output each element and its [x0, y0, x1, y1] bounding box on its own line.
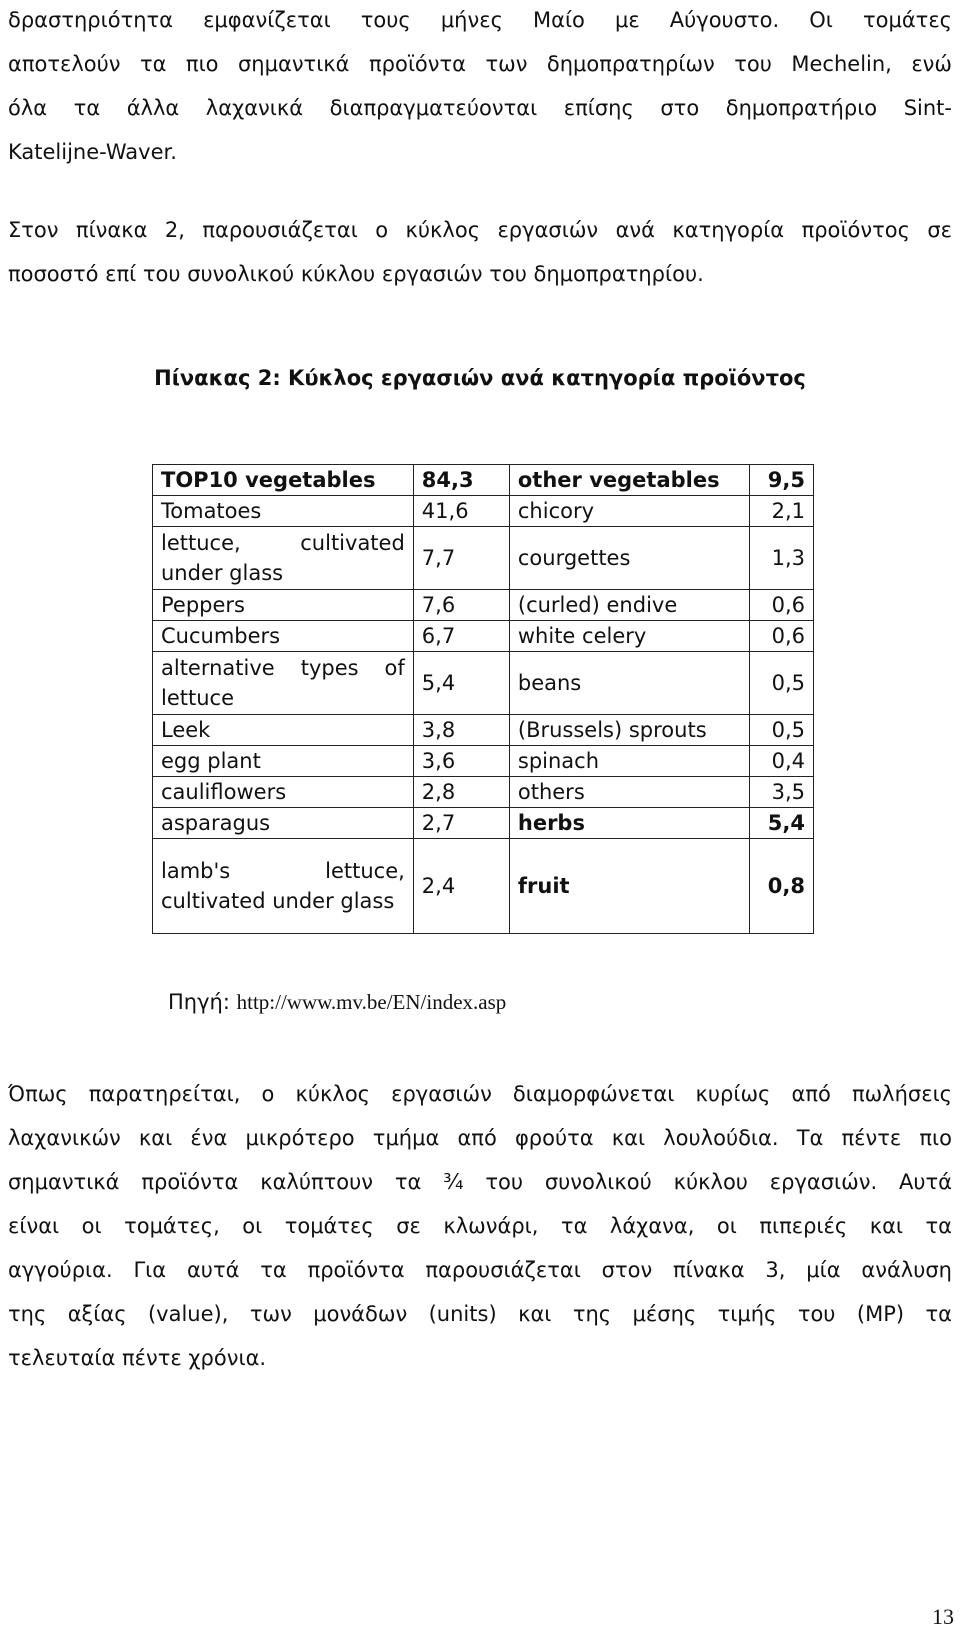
product-name: chicory [509, 496, 749, 527]
text-line: αποτελούν τα πιο σημαντικά προϊόντα των δημοπρατηρίων του Mechelin, ενώ [8, 52, 952, 76]
product-value: 2,1 [749, 496, 813, 527]
product-name: asparagus [153, 808, 414, 839]
product-value: 9,5 [749, 465, 813, 496]
source-note [168, 990, 506, 1015]
product-name: lamb's lettuce, cultivated under glass [153, 839, 414, 934]
table-row [153, 746, 814, 777]
product-name: others [509, 777, 749, 808]
product-name: (Brussels) sprouts [509, 715, 749, 746]
product-value: 5,4 [749, 808, 813, 839]
product-name: Tomatoes [153, 496, 414, 527]
table-row [153, 590, 814, 621]
product-value: 41,6 [413, 496, 509, 527]
product-value: 0,4 [749, 746, 813, 777]
product-value: 6,7 [413, 621, 509, 652]
table-row [153, 777, 814, 808]
table-row [153, 465, 814, 496]
source-url: http://www.mv.be/EN/index.asp [236, 990, 507, 1014]
product-name: Leek [153, 715, 414, 746]
product-value: 5,4 [413, 652, 509, 715]
source-label: Πηγή: [168, 990, 230, 1014]
product-value: 7,6 [413, 590, 509, 621]
text-line: Katelijne-Waver. [8, 140, 177, 164]
product-name: herbs [509, 808, 749, 839]
table-row [153, 496, 814, 527]
table-row [153, 621, 814, 652]
product-value: 3,8 [413, 715, 509, 746]
text-line: όλα τα άλλα λαχανικά διαπραγματεύονται επίσης στο δημοπρατήριο Sint- [8, 96, 952, 120]
product-name: lettuce, cultivated under glass [153, 527, 414, 590]
text-line: ποσοστό επί του συνολικού κύκλου εργασιών του δημοπρατηρίου. [8, 262, 704, 286]
text-line: τελευταία πέντε χρόνια. [8, 1346, 267, 1370]
product-value: 0,5 [749, 652, 813, 715]
product-name: alternative types of lettuce [153, 652, 414, 715]
table-title: Πίνακας 2: Κύκλος εργασιών ανά κατηγορία προϊόντος [154, 366, 806, 390]
product-name: cauliflowers [153, 777, 414, 808]
text-line: δραστηριότητα εμφανίζεται τους μήνες Μαίο με Αύγουστο. Οι τομάτες [8, 8, 952, 32]
product-name: beans [509, 652, 749, 715]
product-value: 1,3 [749, 527, 813, 590]
table-row [153, 839, 814, 934]
text-line: λαχανικών και ένα μικρότερο τμήμα από φρούτα και λουλούδια. Τα πέντε πιο [8, 1126, 952, 1150]
product-value: 2,4 [413, 839, 509, 934]
product-value: 0,8 [749, 839, 813, 934]
product-value: 2,7 [413, 808, 509, 839]
table-row [153, 715, 814, 746]
text-line: αγγούρια. Για αυτά τα προϊόντα παρουσιάζεται στον πίνακα 3, μία ανάλυση [8, 1258, 952, 1282]
product-name: Peppers [153, 590, 414, 621]
product-name: spinach [509, 746, 749, 777]
product-value: 3,5 [749, 777, 813, 808]
page-number: 13 [932, 1604, 954, 1629]
text-line: σημαντικά προϊόντα καλύπτουν τα ¾ του συνολικού κύκλου εργασιών. Αυτά [8, 1170, 952, 1194]
product-name: other vegetables [509, 465, 749, 496]
text-line: Στον πίνακα 2, παρουσιάζεται ο κύκλος εργασιών ανά κατηγορία προϊόντος σε [8, 218, 952, 242]
text-line: της αξίας (value), των μονάδων (units) και της μέσης τιμής του (MP) τα [8, 1302, 952, 1326]
table-row [153, 808, 814, 839]
intro-paragraph [8, 0, 952, 174]
table-intro-paragraph [8, 208, 952, 296]
product-value: 2,8 [413, 777, 509, 808]
product-value: 84,3 [413, 465, 509, 496]
product-name: courgettes [509, 527, 749, 590]
product-name: fruit [509, 839, 749, 934]
table-row [153, 652, 814, 715]
product-value: 7,7 [413, 527, 509, 590]
product-name: Cucumbers [153, 621, 414, 652]
table-row [153, 527, 814, 590]
product-value: 0,5 [749, 715, 813, 746]
product-name: (curled) endive [509, 590, 749, 621]
product-name: egg plant [153, 746, 414, 777]
product-value: 3,6 [413, 746, 509, 777]
product-value: 0,6 [749, 621, 813, 652]
product-name: white celery [509, 621, 749, 652]
turnover-table [152, 464, 814, 934]
text-line: Όπως παρατηρείται, ο κύκλος εργασιών διαμορφώνεται κυρίως από πωλήσεις [8, 1082, 952, 1106]
product-value: 0,6 [749, 590, 813, 621]
product-name: TOP10 vegetables [153, 465, 414, 496]
analysis-paragraph [8, 1072, 952, 1380]
text-line: είναι οι τομάτες, οι τομάτες σε κλωνάρι, τα λάχανα, οι πιπεριές και τα [8, 1214, 952, 1238]
